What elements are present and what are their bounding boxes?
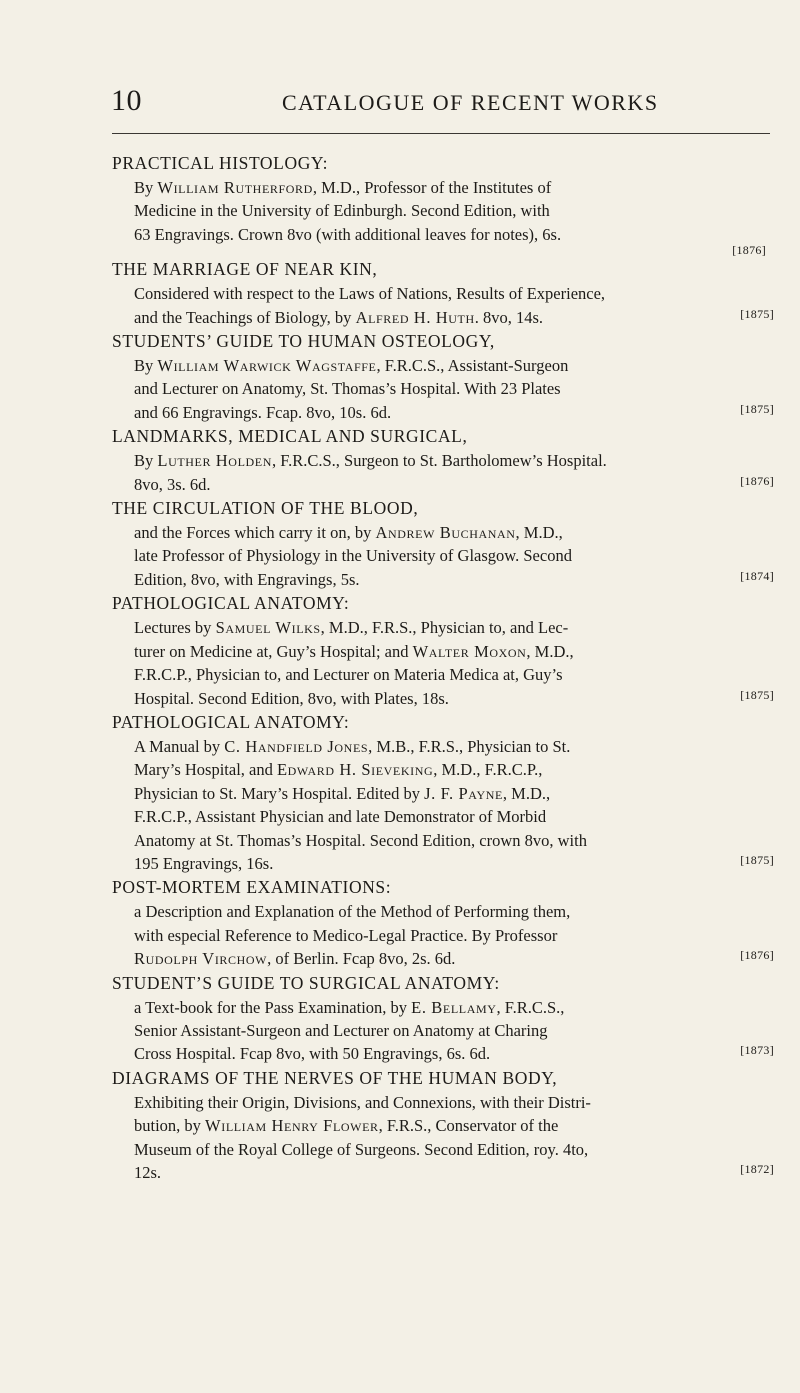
description-line: Senior Assistant-Surgeon and Lecturer on Anatomy at Charing bbox=[134, 1020, 548, 1040]
entry-description bbox=[134, 282, 774, 329]
entry-description bbox=[134, 1091, 774, 1185]
description-line: Considered with respect to the Laws of Nations, Results of Experience, bbox=[134, 284, 606, 304]
author-name: William Warwick Wagstaffe bbox=[157, 356, 377, 376]
author-name: Samuel Wilks bbox=[215, 618, 321, 638]
description-line: Mary’s Hospital, and Edward H. Sieveking, M.D., F.R.C.P., bbox=[134, 760, 543, 780]
page-number: 10 bbox=[111, 84, 142, 117]
description-line: Edition, 8vo, with Engravings, 5s. bbox=[134, 569, 360, 589]
catalogue-entry bbox=[112, 1066, 774, 1185]
author-name: Alfred H. Huth bbox=[355, 307, 475, 327]
entry-description bbox=[134, 449, 774, 496]
catalogue-entry bbox=[112, 496, 774, 591]
description-line: Exhibiting their Origin, Divisions, and Connexions, with their Distri- bbox=[134, 1092, 591, 1112]
description-line: a Text-book for the Pass Examination, by E. Bellamy, F.R.C.S., bbox=[134, 997, 565, 1017]
description-line: 12s. bbox=[134, 1163, 162, 1182]
entry-description bbox=[134, 996, 774, 1066]
description-line: Physician to St. Mary’s Hospital. Edited by J. F. Payne, M.D., bbox=[134, 783, 551, 803]
header-rule bbox=[112, 133, 770, 134]
catalogue-entry bbox=[112, 875, 774, 970]
entry-title: POST-MORTEM EXAMINATIONS: bbox=[112, 877, 392, 898]
author-name: J. F. Payne bbox=[424, 783, 503, 803]
catalogue-entry bbox=[112, 257, 774, 329]
running-head: CATALOGUE OF RECENT WORKS bbox=[282, 90, 659, 115]
author-name: William Henry Flower bbox=[205, 1116, 379, 1136]
entry-title: STUDENT’S GUIDE TO SURGICAL ANATOMY: bbox=[112, 972, 500, 993]
description-line: and the Teachings of Biology, by Alfred H. Huth. 8vo, 14s. bbox=[134, 307, 544, 327]
catalogue-entry bbox=[112, 424, 774, 496]
description-line: Lectures by Samuel Wilks, M.D., F.R.S., Physician to, and Lec- bbox=[134, 618, 569, 638]
description-line: with especial Reference to Medico-Legal Practice. By Professor bbox=[134, 925, 558, 945]
publication-year: [1874] bbox=[740, 568, 774, 583]
description-line: 63 Engravings. Crown 8vo (with additional leaves for notes), 6s. bbox=[134, 224, 562, 244]
author-name: E. Bellamy bbox=[411, 997, 497, 1017]
entry-description bbox=[134, 616, 774, 710]
description-line: By William Warwick Wagstaffe, F.R.C.S., Assistant-Surgeon bbox=[134, 356, 569, 376]
description-line: A Manual by C. Handfield Jones, M.B., F.R.S., Physician to St. bbox=[134, 736, 571, 756]
entry-title: STUDENTS’ GUIDE TO HUMAN OSTEOLOGY, bbox=[112, 331, 495, 352]
description-line: turer on Medicine at, Guy’s Hospital; and Walter Moxon, M.D., bbox=[134, 641, 574, 661]
catalogue-entries bbox=[112, 151, 774, 1184]
description-line: F.R.C.P., Assistant Physician and late Demonstrator of Morbid bbox=[134, 807, 547, 827]
entry-title: DIAGRAMS OF THE NERVES OF THE HUMAN BODY, bbox=[112, 1067, 558, 1088]
entry-description bbox=[134, 521, 774, 591]
publication-year: [1872] bbox=[740, 1162, 774, 1176]
entry-title: PATHOLOGICAL ANATOMY: bbox=[112, 711, 350, 732]
entry-title: THE MARRIAGE OF NEAR KIN, bbox=[112, 259, 378, 280]
entry-description bbox=[134, 900, 774, 970]
description-line: and Lecturer on Anatomy, St. Thomas’s Hospital. With 23 Plates bbox=[134, 379, 561, 399]
catalogue-entry bbox=[112, 971, 774, 1066]
author-name: Rudolph Virchow bbox=[134, 949, 268, 969]
catalogue-entry bbox=[112, 329, 774, 424]
description-line: bution, by William Henry Flower, F.R.S., Conservator of the bbox=[134, 1116, 559, 1136]
author-name: Edward H. Sieveking bbox=[276, 760, 434, 780]
description-line: Museum of the Royal College of Surgeons. Second Edition, roy. 4to, bbox=[134, 1139, 589, 1159]
description-line: and the Forces which carry it on, by Andrew Buchanan, M.D., bbox=[134, 523, 563, 543]
description-line: By Luther Holden, F.R.C.S., Surgeon to St. Bartholomew’s Hospital. bbox=[134, 451, 607, 471]
catalogue-entry bbox=[112, 710, 774, 875]
entry-title: LANDMARKS, MEDICAL AND SURGICAL, bbox=[112, 426, 468, 447]
entry-title: PRACTICAL HISTOLOGY: bbox=[112, 153, 329, 173]
publication-year: [1873] bbox=[740, 1043, 774, 1058]
publication-year: [1876] bbox=[732, 243, 766, 258]
publication-year: [1876] bbox=[740, 948, 774, 963]
entry-title: PATHOLOGICAL ANATOMY: bbox=[112, 593, 350, 614]
entry-description bbox=[134, 176, 774, 257]
page-header bbox=[0, 84, 800, 124]
entry-description bbox=[134, 735, 774, 875]
description-line: Cross Hospital. Fcap 8vo, with 50 Engravings, 6s. 6d. bbox=[134, 1044, 491, 1064]
description-line: Rudolph Virchow, of Berlin. Fcap 8vo, 2s. 6d. bbox=[134, 949, 456, 969]
author-name: Luther Holden bbox=[157, 451, 272, 471]
description-line: 8vo, 3s. 6d. bbox=[134, 474, 211, 494]
entry-title: THE CIRCULATION OF THE BLOOD, bbox=[112, 498, 419, 519]
entry-description bbox=[134, 354, 774, 424]
author-name: C. Handfield Jones bbox=[224, 736, 369, 756]
author-name: Andrew Buchanan bbox=[375, 523, 516, 543]
catalogue-entry bbox=[112, 151, 774, 257]
author-name: William Rutherford bbox=[157, 178, 313, 197]
publication-year: [1876] bbox=[740, 473, 774, 488]
description-line: late Professor of Physiology in the University of Glasgow. Second bbox=[134, 546, 572, 566]
publication-year: [1875] bbox=[740, 852, 774, 867]
description-line: By William Rutherford, M.D., Professor of the Institutes of bbox=[134, 178, 552, 197]
description-line: Anatomy at St. Thomas’s Hospital. Second Edition, crown 8vo, with bbox=[134, 830, 587, 850]
author-name: Walter Moxon bbox=[412, 641, 527, 661]
description-line: F.R.C.P., Physician to, and Lecturer on Materia Medica at, Guy’s bbox=[134, 665, 563, 685]
description-line: a Description and Explanation of the Method of Performing them, bbox=[134, 902, 571, 922]
publication-year: [1875] bbox=[740, 306, 774, 321]
description-line: Medicine in the University of Edinburgh. Second Edition, with bbox=[134, 201, 550, 221]
description-line: and 66 Engravings. Fcap. 8vo, 10s. 6d. bbox=[134, 402, 392, 422]
publication-year: [1875] bbox=[740, 687, 774, 702]
description-line: 195 Engravings, 16s. bbox=[134, 853, 274, 873]
description-line: Hospital. Second Edition, 8vo, with Plates, 18s. bbox=[134, 688, 449, 708]
catalogue-entry bbox=[112, 591, 774, 710]
publication-year: [1875] bbox=[740, 401, 774, 416]
